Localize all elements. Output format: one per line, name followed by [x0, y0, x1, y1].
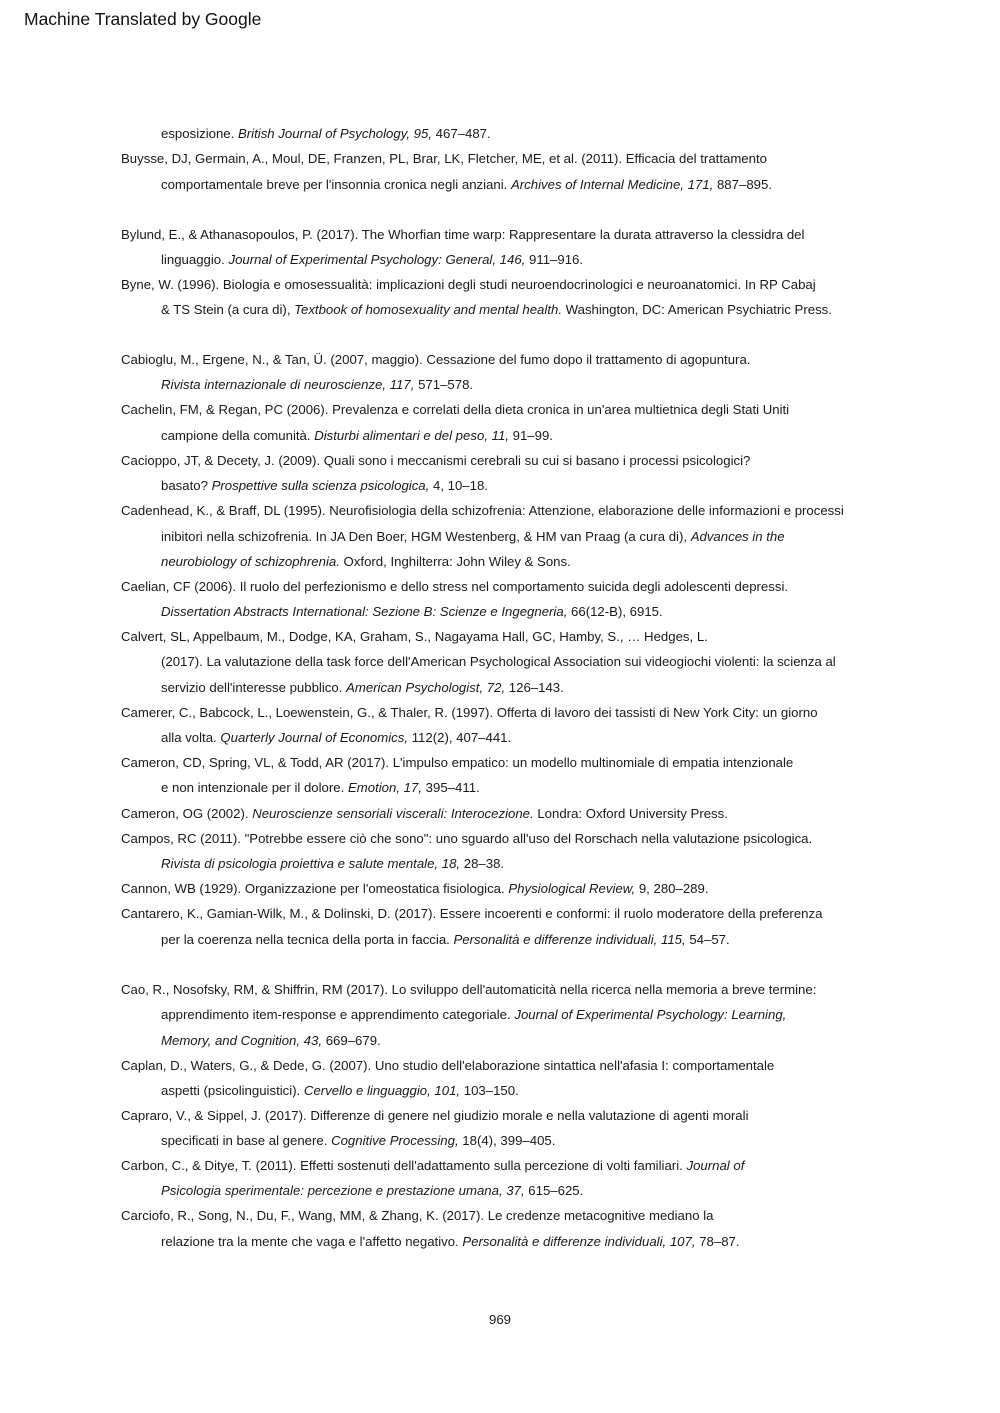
reference-line	[121, 629, 708, 645]
reference-text: (2017). La valutazione della task force dell'American Psychological Association sui videogiochi violenti: la scienza al	[161, 654, 836, 669]
reference-line	[161, 780, 480, 796]
reference-text: alla volta.	[161, 730, 221, 745]
reference-line	[121, 1208, 714, 1224]
reference-italic-text: Personalità e differenze individuali, 107,	[462, 1234, 696, 1249]
reference-line	[121, 402, 789, 418]
reference-line	[121, 352, 750, 368]
reference-italic-text: Journal of Experimental Psychology: General, 146,	[228, 252, 526, 267]
reference-line	[161, 1007, 786, 1023]
reference-text: Londra: Oxford University Press.	[533, 806, 728, 821]
reference-text: Camerer, C., Babcock, L., Loewenstein, G., & Thaler, R. (1997). Offerta di lavoro dei tassisti di New York City: un giorno	[121, 705, 818, 720]
reference-line	[161, 529, 785, 545]
reference-line	[161, 554, 571, 570]
reference-line	[121, 579, 788, 595]
reference-text: campione della comunità.	[161, 428, 315, 443]
reference-line	[161, 654, 836, 670]
reference-text: Cannon, WB (1929). Organizzazione per l'omeostatica fisiologica.	[121, 881, 509, 896]
reference-text: Byne, W. (1996). Biologia e omosessualità: implicazioni degli studi neuroendocrinologici e neuroanatomici. In RP Cabaj	[121, 277, 816, 292]
reference-text: Cao, R., Nosofsky, RM, & Shiffrin, RM (2017). Lo sviluppo dell'automaticità nella ricerca nella memoria a breve termine:	[121, 982, 817, 997]
reference-text: 28–38.	[460, 856, 505, 871]
reference-text: specificati in base al genere.	[161, 1133, 332, 1148]
reference-line	[121, 1108, 749, 1124]
reference-text: Carbon, C., & Ditye, T. (2011). Effetti sostenuti dell'adattamento sulla percezione di volti familiari.	[121, 1158, 687, 1173]
reference-text: esposizione.	[161, 126, 238, 141]
reference-text: 571–578.	[414, 377, 474, 392]
reference-text: 103–150.	[460, 1083, 519, 1098]
reference-text: Cadenhead, K., & Braff, DL (1995). Neurofisiologia della schizofrenia: Attenzione, elaborazione delle informazioni e processi	[121, 503, 844, 518]
reference-text: Oxford, Inghilterra: John Wiley & Sons.	[339, 554, 571, 569]
reference-text: servizio dell'interesse pubblico.	[161, 680, 347, 695]
reference-line	[161, 856, 504, 872]
reference-line	[161, 252, 583, 268]
reference-line	[121, 755, 793, 771]
reference-line	[161, 377, 473, 393]
reference-line	[121, 806, 728, 822]
reference-line	[161, 1234, 740, 1250]
reference-line	[161, 177, 772, 193]
reference-italic-text: Memory, and Cognition, 43,	[161, 1033, 323, 1048]
reference-text: 54–57.	[685, 932, 730, 947]
reference-line	[121, 881, 709, 897]
reference-italic-text: Journal of Experimental Psychology: Learning,	[514, 1007, 787, 1022]
reference-italic-text: Personalità e differenze individuali, 115,	[453, 932, 686, 947]
reference-text: Cantarero, K., Gamian-Wilk, M., & Dolinski, D. (2017). Essere incoerenti e conformi: il ruolo moderatore della preferenza	[121, 906, 823, 921]
reference-text: apprendimento item-response e apprendimento categoriale.	[161, 1007, 515, 1022]
reference-italic-text: Advances in the	[690, 529, 785, 544]
reference-text: Capraro, V., & Sippel, J. (2017). Differenze di genere nel giudizio morale e nella valutazione di agenti morali	[121, 1108, 749, 1123]
reference-text: 78–87.	[695, 1234, 740, 1249]
reference-text: Cachelin, FM, & Regan, PC (2006). Prevalenza e correlati della dieta cronica in un'area multietnica degli Stati Uniti	[121, 402, 790, 417]
reference-text: 669–679.	[322, 1033, 381, 1048]
reference-text: 887–895.	[713, 177, 772, 192]
reference-italic-text: Disturbi alimentari e del peso, 11,	[314, 428, 509, 443]
reference-italic-text: Journal of	[686, 1158, 745, 1173]
reference-text: 112(2), 407–441.	[408, 730, 512, 745]
reference-line	[121, 277, 816, 293]
reference-text: Cameron, CD, Spring, VL, & Todd, AR (2017). L'impulso empatico: un modello multinomiale di empatia intenzionale	[121, 755, 794, 770]
reference-text: Washington, DC: American Psychiatric Press.	[561, 302, 832, 317]
reference-italic-text: Quarterly Journal of Economics,	[220, 730, 409, 745]
reference-text: aspetti (psicolinguistici).	[161, 1083, 304, 1098]
reference-italic-text: Rivista internazionale di neuroscienze, 117,	[161, 377, 415, 392]
reference-italic-text: American Psychologist, 72,	[346, 680, 506, 695]
reference-text: Cacioppo, JT, & Decety, J. (2009). Quali sono i meccanismi cerebrali su cui si basano i processi psicologici?	[121, 453, 751, 468]
reference-line	[121, 227, 804, 243]
page-number: 969	[488, 1312, 511, 1327]
reference-line	[121, 1158, 744, 1174]
reference-text: linguaggio.	[161, 252, 229, 267]
reference-italic-text: Psicologia sperimentale: percezione e prestazione umana, 37,	[161, 1183, 525, 1198]
reference-text: Carciofo, R., Song, N., Du, F., Wang, MM, & Zhang, K. (2017). Le credenze metacognitive mediano la	[121, 1208, 714, 1223]
reference-line	[121, 151, 767, 167]
reference-line	[121, 503, 844, 519]
reference-italic-text: Archives of Internal Medicine, 171,	[510, 177, 714, 192]
reference-text: Cabioglu, M., Ergene, N., & Tan, Ü. (2007, maggio). Cessazione del fumo dopo il trattamento di agopuntura.	[121, 352, 751, 367]
reference-line	[161, 478, 488, 494]
reference-italic-text: Textbook of homosexuality and mental health.	[294, 302, 562, 317]
reference-line	[121, 453, 750, 469]
reference-italic-text: Dissertation Abstracts International: Sezione B: Scienze e Ingegneria,	[161, 604, 568, 619]
reference-text: basato?	[161, 478, 212, 493]
reference-text: Cameron, OG (2002).	[121, 806, 253, 821]
reference-line	[161, 1183, 583, 1199]
reference-text: Campos, RC (2011). "Potrebbe essere ciò che sono": uno sguardo all'uso del Rorschach nella valutazione psicologica.	[121, 831, 813, 846]
reference-line	[161, 680, 564, 696]
reference-italic-text: Prospettive sulla scienza psicologica,	[211, 478, 430, 493]
reference-italic-text: Rivista di psicologia proiettiva e salute mentale, 18,	[161, 856, 461, 871]
reference-text: Buysse, DJ, Germain, A., Moul, DE, Franzen, PL, Brar, LK, Fletcher, ME, et al. (2011). Efficacia del trattamento	[121, 151, 767, 166]
reference-line	[121, 982, 816, 998]
reference-line	[121, 1058, 774, 1074]
reference-italic-text: British Journal of Psychology, 95,	[237, 126, 432, 141]
reference-text: inibitori nella schizofrenia. In JA Den Boer, HGM Westenberg, & HM van Praag (a cura di),	[161, 529, 691, 544]
reference-text: 911–916.	[525, 252, 584, 267]
reference-italic-text: Physiological Review,	[508, 881, 636, 896]
reference-text: Bylund, E., & Athanasopoulos, P. (2017). The Whorfian time warp: Rappresentare la durata attraverso la clessidra del	[121, 227, 805, 242]
reference-text: 615–625.	[524, 1183, 584, 1198]
reference-text: 9, 280–289.	[635, 881, 709, 896]
reference-text: 467–487.	[431, 126, 491, 141]
reference-text: comportamentale breve per l'insonnia cronica negli anziani.	[161, 177, 511, 192]
reference-text: e non intenzionale per il dolore.	[161, 780, 348, 795]
reference-text: 18(4), 399–405.	[458, 1133, 556, 1148]
reference-text: Calvert, SL, Appelbaum, M., Dodge, KA, Graham, S., Nagayama Hall, GC, Hamby, S., … Hedges, L.	[121, 629, 708, 644]
reference-line	[121, 831, 812, 847]
reference-line	[161, 604, 663, 620]
reference-text: 66(12-B), 6915.	[567, 604, 663, 619]
reference-italic-text: Cervello e linguaggio, 101,	[303, 1083, 461, 1098]
machine-translation-banner: Machine Translated by Google	[24, 9, 262, 29]
reference-text: 395–411.	[422, 780, 480, 795]
reference-line	[161, 932, 730, 948]
reference-italic-text: Neuroscienze sensoriali viscerali: Interocezione.	[252, 806, 534, 821]
reference-italic-text: Emotion, 17,	[347, 780, 422, 795]
reference-line	[161, 730, 511, 746]
reference-line	[161, 126, 491, 142]
reference-italic-text: Cognitive Processing,	[331, 1133, 459, 1148]
reference-text: & TS Stein (a cura di),	[161, 302, 295, 317]
reference-line	[121, 705, 818, 721]
reference-italic-text: neurobiology of schizophrenia.	[161, 554, 340, 569]
reference-line	[161, 1033, 381, 1049]
reference-text: relazione tra la mente che vaga e l'affetto negativo.	[161, 1234, 463, 1249]
reference-line	[161, 428, 553, 444]
reference-text: Caplan, D., Waters, G., & Dede, G. (2007). Uno studio dell'elaborazione sintattica nell'afasia I: comportamentale	[121, 1058, 775, 1073]
reference-line	[161, 1083, 519, 1099]
reference-text: Caelian, CF (2006). Il ruolo del perfezionismo e dello stress nel comportamento suicida degli adolescenti depressi.	[121, 579, 789, 594]
reference-text: 91–99.	[508, 428, 553, 443]
reference-line	[121, 906, 822, 922]
reference-line	[161, 302, 832, 318]
reference-text: 4, 10–18.	[429, 478, 488, 493]
reference-text: per la coerenza nella tecnica della porta in faccia.	[161, 932, 454, 947]
reference-text: 126–143.	[505, 680, 564, 695]
reference-line	[161, 1133, 555, 1149]
